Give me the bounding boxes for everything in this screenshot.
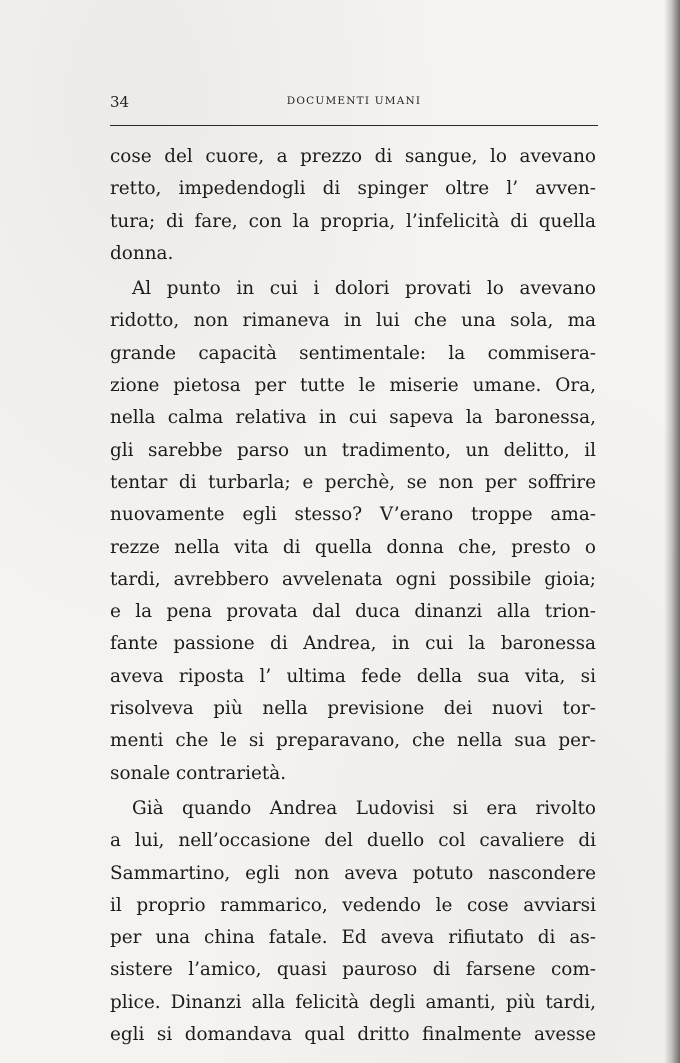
text-line: aveva riposta l’ ultima fede della sua vita, si: [110, 665, 596, 687]
text-line: per una china fatale. Ed aveva rifiutato di as-: [110, 927, 596, 949]
text-line: Sammartino, egli non aveva potuto nascondere: [110, 862, 596, 884]
text-line: Al punto in cui i dolori provati lo avevano: [132, 278, 596, 300]
text-line: rezze nella vita di quella donna che, presto o: [110, 536, 596, 558]
body-text: [110, 141, 596, 1051]
text-line: sonale contrarietà.: [110, 762, 287, 784]
text-line: zione pietosa per tutte le miserie umane. Ora,: [110, 375, 596, 397]
header-rule: [110, 125, 598, 126]
page-header: [110, 93, 598, 115]
text-line: a lui, nell’occasione del duello col cavaliere di: [110, 830, 596, 852]
running-head: DOCUMENTI UMANI: [286, 95, 422, 107]
text-line: fante passione di Andrea, in cui la baronessa: [110, 633, 596, 655]
text-line: donna.: [110, 242, 174, 264]
text-line: e la pena provata dal duca dinanzi alla trion-: [110, 601, 596, 623]
text-line: egli si domandava qual dritto finalmente avesse: [110, 1024, 596, 1046]
page-number: 34: [110, 93, 130, 111]
text-line: ridotto, non rimaneva in lui che una sola, ma: [110, 310, 596, 332]
text-line: risolveva più nella previsione dei nuovi tor-: [110, 698, 596, 720]
text-line: nella calma relativa in cui sapeva la baronessa,: [110, 407, 596, 429]
text-line: tentar di turbarla; e perchè, se non per soffrire: [110, 471, 596, 493]
text-line: tura; di fare, con la propria, l’infelicità di quella: [110, 210, 596, 232]
text-line: grande capacità sentimentale: la commisera-: [110, 342, 596, 364]
text-line: plice. Dinanzi alla felicità degli amanti, più tardi,: [110, 991, 596, 1013]
text-line: nuovamente egli stesso? V’erano troppe ama-: [110, 504, 596, 526]
page-edge-shadow: [664, 0, 680, 1063]
text-line: sistere l’amico, quasi pauroso di farsene com-: [110, 959, 596, 981]
text-line: il proprio rammarico, vedendo le cose avviarsi: [110, 894, 596, 916]
text-line: Già quando Andrea Ludovisi si era rivolto: [132, 797, 596, 819]
text-line: gli sarebbe parso un tradimento, un delitto, il: [110, 439, 596, 461]
text-line: tardi, avrebbero avvelenata ogni possibile gioia;: [110, 568, 596, 590]
text-line: retto, impedendogli di spinger oltre l’ avven-: [110, 178, 596, 200]
text-line: menti che le si preparavano, che nella sua per-: [110, 730, 596, 752]
text-line: cose del cuore, a prezzo di sangue, lo avevano: [110, 146, 596, 167]
